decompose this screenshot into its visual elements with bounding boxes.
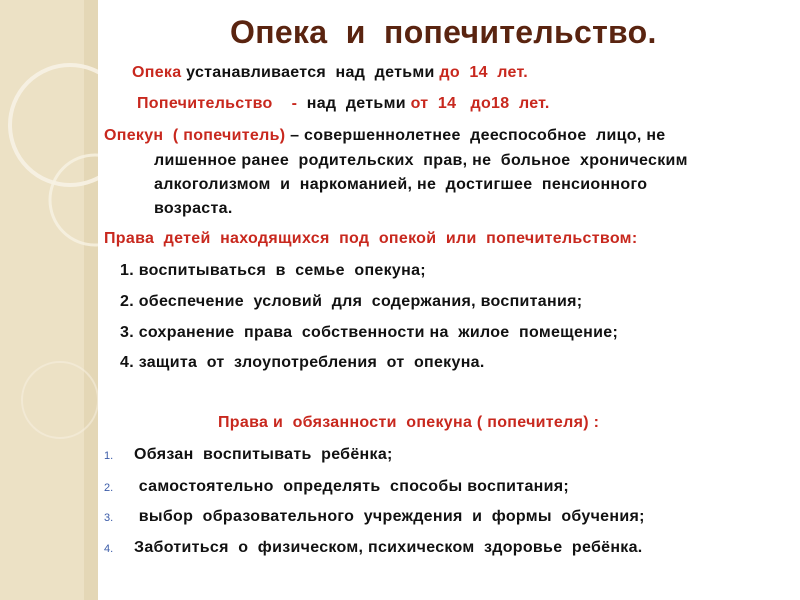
children-rights-heading: Права детей находящихся под опекой или попечительством: [104,230,638,247]
line2-age: от 14 до18 лет. [410,95,550,112]
line1-age: до 14 лет. [439,64,529,81]
slide-title: Опека и попечительство. [230,14,657,50]
guardian-duty-item: выбор образовательного учреждения и формы обучения; [134,508,645,525]
term-opeka: Опека [132,64,182,81]
guardian-definition-line-4: возраста. [154,200,233,217]
line2-text: над детьми [297,95,411,112]
line1-text: устанавливается над детьми [181,64,440,81]
decorative-side-panel [0,0,98,600]
definition-text-1: – совершеннолетнее дееспособное лицо, не [285,127,666,144]
children-right-item: 1. воспитываться в семье опекуна; [120,262,426,279]
list-number: 1. [104,450,114,462]
list-number: 4. [104,543,114,555]
guardian-definition-line-1 [104,127,665,145]
children-right-item: 2. обеспечение условий для содержания, воспитания; [120,293,583,310]
term-opekun: Опекун ( попечитель) [104,127,286,144]
guardianship-age-line [132,64,528,82]
guardian-definition-line-3: алкоголизмом и наркоманией, не достигшее пенсионного [154,176,648,193]
trusteeship-age-line [137,95,550,113]
list-number: 3. [104,512,114,524]
guardian-duty-item: самостоятельно определять способы воспитания; [134,478,570,495]
guardian-definition-line-2: лишенное ранее родительских прав, не больное хроническим [154,152,688,169]
children-right-item: 3. сохранение права собственности на жилое помещение; [120,324,619,341]
decorative-circles [0,0,98,600]
term-popechitelstvo: Попечительство - [137,95,298,112]
guardian-duty-item: Обязан воспитывать ребёнка; [134,446,393,463]
children-right-item: 4. защита от злоупотребления от опекуна. [120,354,485,371]
guardian-duty-item: Заботиться о физическом, психическом здоровье ребёнка. [134,539,643,556]
guardian-duties-heading: Права и обязанности опекуна ( попечителя) : [218,414,600,431]
list-number: 2. [104,482,114,494]
